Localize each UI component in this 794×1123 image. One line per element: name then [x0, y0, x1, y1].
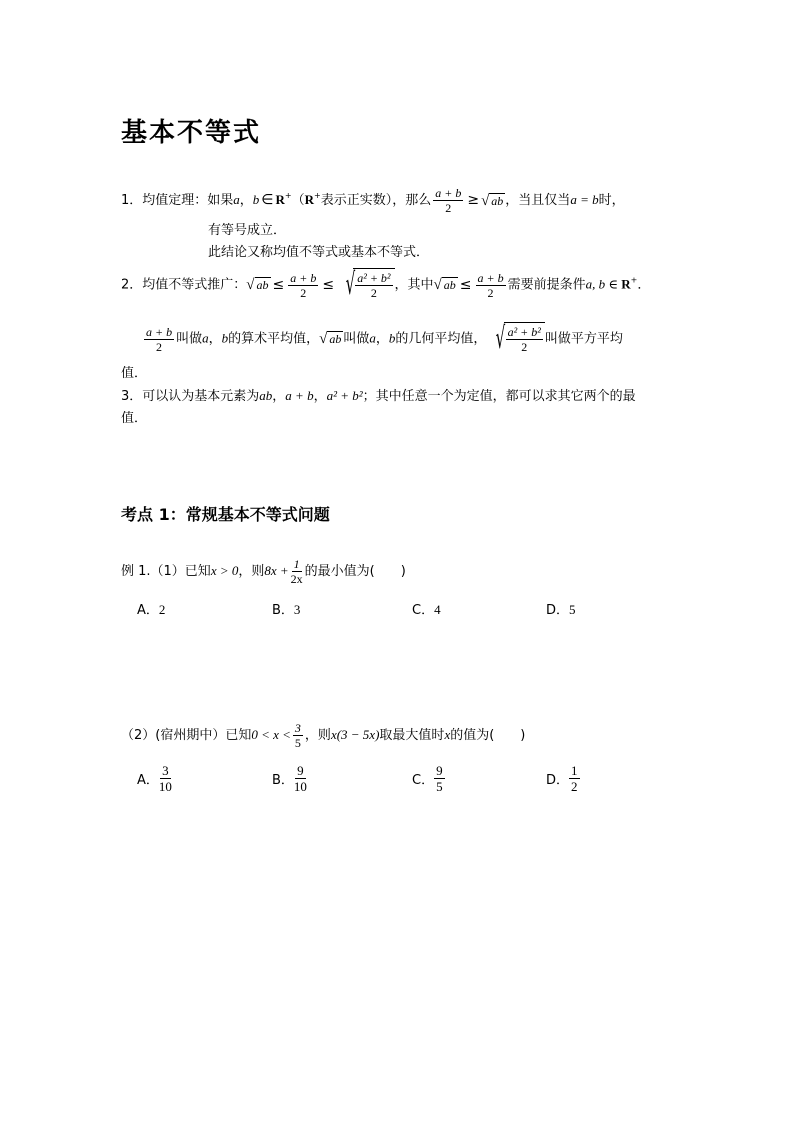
condition: x > 0: [210, 563, 239, 578]
sup-plus: +: [284, 191, 292, 200]
text: 3．可以认为基本元素为: [121, 389, 260, 404]
fraction-3-over-5: $\frac{3}{5}$: [294, 721, 301, 750]
expr-a-plus-b: a + b: [285, 388, 314, 403]
text: ，则: [304, 728, 331, 743]
item2-line3: 值．: [121, 366, 148, 381]
leq-symbol: ≤: [272, 276, 285, 293]
text: ．: [637, 277, 651, 293]
option-d[interactable]: D． $\frac{1}{2}$: [546, 763, 578, 794]
section-heading: 考点 1：常规基本不等式问题: [121, 505, 330, 524]
item1-line3: 此结论又称均值不等式或基本不等式．: [208, 245, 430, 260]
var-b: b: [221, 330, 229, 346]
option-b[interactable]: B．3: [272, 602, 301, 618]
example1-question: [121, 557, 406, 586]
option-d[interactable]: D．5: [546, 602, 576, 618]
option-b[interactable]: B． $\frac{9}{10}$: [272, 763, 307, 794]
item1-line1: [121, 186, 625, 215]
equation-a-eq-b: a = b: [570, 192, 599, 207]
text: 2．均值不等式推广：: [121, 277, 247, 293]
sqrt-ab: √ ab: [481, 192, 504, 209]
fraction-a-plus-b-over-2: $\frac{a + b}{2}$: [435, 186, 462, 215]
expr-a2-plus-b2: a² + b²: [326, 388, 363, 403]
var-a: a: [369, 330, 376, 346]
condition: a, b ∈: [585, 276, 622, 292]
option-a[interactable]: A． $\frac{3}{10}$: [137, 763, 172, 794]
item3-line1: [121, 388, 636, 405]
item3-line2: 值．: [121, 411, 148, 426]
text: ，: [239, 193, 253, 208]
text: ，: [208, 331, 222, 347]
sup-plus: +: [630, 275, 638, 285]
page-title: 基本不等式: [121, 118, 262, 148]
text: 叫做: [343, 331, 370, 347]
option-c[interactable]: C． $\frac{9}{5}$: [412, 763, 443, 794]
sqrt-ab: √ ab: [246, 277, 269, 293]
text: 表示正实数），那么: [320, 193, 432, 208]
leq-symbol: ≤: [322, 276, 335, 293]
text: 取最大值时: [379, 728, 445, 743]
item2-line1: [121, 268, 650, 302]
fraction-a-plus-b-over-2: $\frac{a + b}{2}$: [146, 324, 173, 354]
var-a: a: [202, 330, 209, 346]
sup-plus: +: [314, 191, 321, 200]
text: ，则: [238, 564, 265, 579]
text: 需要前提条件: [507, 277, 586, 293]
text: 的几何平均值，: [395, 331, 487, 347]
set-R: R: [621, 276, 631, 292]
option-c[interactable]: C．4: [412, 602, 441, 618]
item1-line2: 有等号成立．: [208, 223, 287, 238]
expr-ab: ab: [259, 388, 273, 403]
text: 的算术平均值，: [228, 331, 320, 347]
var-b: b: [388, 330, 396, 346]
sqrt-ab: √ ab: [433, 277, 456, 293]
text: 的值为( ): [450, 728, 526, 743]
fraction-a-plus-b-over-2: $\frac{a + b}{2}$: [477, 270, 504, 300]
sqrt-quadratic-mean: √ $\frac{\text{a² + b²}}{2}$: [336, 268, 394, 302]
geq-symbol: ≥: [467, 192, 480, 208]
expression: x(3 − 5x): [330, 727, 380, 742]
leq-symbol: ≤: [459, 276, 472, 293]
text: ，其中: [394, 277, 434, 293]
text: 例 1.（1）已知: [121, 564, 211, 579]
text: ，: [375, 331, 389, 347]
text: 叫做平方平均: [544, 331, 623, 347]
text: 时，: [598, 193, 625, 208]
condition: 0 < x <: [251, 727, 291, 742]
sqrt-ab: √ ab: [319, 331, 342, 347]
text: ，当且仅当: [505, 193, 571, 208]
sqrt-quadratic-mean: √ $\frac{\text{a² + b²}}{2}$: [486, 322, 544, 356]
text: 1．均值定理：如果: [121, 193, 234, 208]
text: 的最小值为( ): [304, 564, 406, 579]
expression: 8x +: [264, 563, 289, 578]
var-b: b: [252, 192, 260, 207]
text: （: [291, 193, 305, 208]
fraction-1-over-2x: $\frac{1}{2x}$: [290, 557, 303, 586]
var-x: x: [444, 727, 451, 742]
text: （2）(宿州期中）已知: [121, 728, 252, 743]
example2-question: [121, 721, 525, 750]
text: 叫做: [176, 331, 203, 347]
in-symbol: ∈: [261, 192, 274, 208]
option-a[interactable]: A．2: [137, 602, 166, 618]
text: ；其中任意一个为定值，都可以求其它两个的最: [362, 389, 636, 404]
text: ，: [272, 389, 286, 404]
set-R: R: [275, 192, 285, 207]
fraction-a-plus-b-over-2: $\frac{a + b}{2}$: [290, 270, 317, 300]
set-R: R: [304, 192, 314, 207]
item2-line2: [142, 322, 623, 356]
text: ，: [313, 389, 327, 404]
var-a: a: [233, 192, 240, 207]
